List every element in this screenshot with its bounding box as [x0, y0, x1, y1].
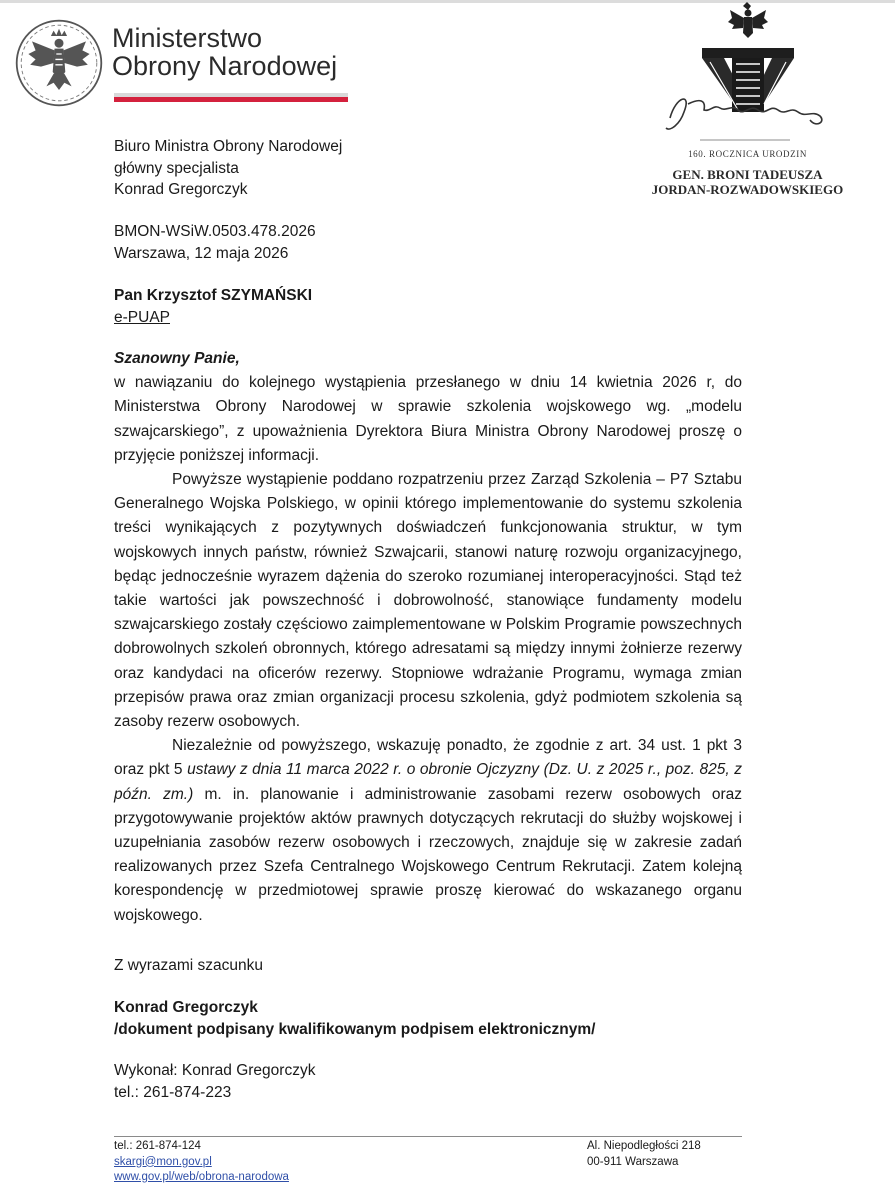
ministry-name-line2: Obrony Narodowej: [112, 51, 338, 81]
paragraph-1: w nawiązaniu do kolejnego wystąpienia przesłanego w dniu 14 kwietnia 2026 r, do Ministerstwa Obrony Narodowej w sprawie szkolenia wojskowego wg. „modelu szwajcarskiego”, z upoważnienia Dyrektora Biura Ministra Obrony Narodowej proszę o przyjęcie poniższej informacji.: [114, 374, 742, 464]
footer-divider: [114, 1136, 742, 1137]
sender-name: Konrad Gregorczyk: [114, 181, 248, 198]
closing-salutation: Z wyrazami szacunku: [114, 957, 264, 974]
anniversary-title-line2: JORDAN-ROZWADOWSKIEGO: [651, 182, 844, 197]
place-date: Warszawa, 12 maja 2026: [114, 244, 289, 262]
greeting: Szanowny Panie,: [114, 350, 240, 367]
footer-contact: [114, 1139, 289, 1186]
paragraph-3-start: Niezależnie od powyższego, wskazuję ponadto, że zgodnie z art. 34 ust. 1 pkt 3 oraz pkt 5: [114, 737, 742, 779]
prepared-by: Wykonał: Konrad Gregorczyk: [114, 1062, 316, 1079]
footer-street: Al. Niepodległości 218: [587, 1140, 701, 1152]
anniversary-emblem: [640, 0, 855, 205]
footer-phone: tel.: 261-874-124: [114, 1140, 201, 1152]
ministry-name: [112, 24, 337, 80]
recipient-block: [114, 285, 312, 328]
anniversary-title-line1: GEN. BRONI TADEUSZA: [672, 167, 823, 182]
prepared-by-block: [114, 1060, 315, 1103]
footer-email-link[interactable]: skargi@mon.gov.pl: [114, 1155, 212, 1168]
paragraph-3-end: m. in. planowanie i administrowanie zasobami rezerw osobowych oraz przygotowywanie projektów aktów prawnych dotyczących rekrutacji do służby wojskowej i uzupełniania zasobów rezerw osobowych i rzeczowych, znajduje się w zakresie zadań realizowanych przez Szefa Centralnego Wojskowego Centrum Rekrutacji. Zatem kolejną korespondencję w przedmiotowej sprawie proszę kierować do wskazanego organu wojskowego.: [114, 785, 742, 924]
footer-postal: 00-911 Warszawa: [587, 1155, 679, 1168]
reference-block: [114, 221, 316, 264]
paragraph-3: [114, 734, 742, 928]
anniversary-caption: 160. ROCZNICA URODZIN: [688, 149, 807, 159]
sender-block: [114, 136, 342, 201]
letter-body: [114, 347, 742, 928]
polish-eagle-emblem-icon: [14, 18, 104, 108]
reference-number: BMON-WSiW.0503.478.2026: [114, 223, 316, 240]
ministry-name-line1: Ministerstwo: [112, 23, 263, 53]
signer-name: Konrad Gregorczyk: [114, 999, 258, 1016]
sender-position: główny specjalista: [114, 159, 239, 177]
rozwadowski-monogram-icon: [640, 0, 855, 150]
ministry-flag-bar: [114, 93, 348, 102]
signature-note: /dokument podpisany kwalifikowanym podpisem elektronicznym/: [114, 1020, 596, 1038]
statute-citation: ustawy z dnia 11 marca 2022 r. o obronie Ojczyzny (Dz. U. z 2025 r., poz. 825, z późn. zm.): [114, 761, 742, 803]
recipient-name: Pan Krzysztof SZYMAŃSKI: [114, 287, 313, 304]
prepared-by-phone: tel.: 261-874-223: [114, 1083, 232, 1101]
footer-address: [587, 1139, 701, 1170]
paragraph-2: Powyższe wystąpienie poddano rozpatrzeniu przez Zarząd Szkolenia – P7 Sztabu Generalnego Wojska Polskiego, w opinii którego implementowanie do systemu szkolenia treści wynikających z pozytywnych doświadczeń funkcjonowania struktur, w tym wojskowych innych państw, również Szwajcarii, stanowi naturę rozwoju organizacyjnego, będąc jednocześnie wyrazem dążenia do szeroko rozumianej interoperacyjności. Stąd też takie wartości jak powszechność i dobrowolność, stanowiące fundamenty modelu szwajcarskiego zostały częściowo zaimplementowane w Polskim Programie powszechnych dobrowolnych szkoleń obronnych, którego adresatami są między innymi żołnierze rezerwy oraz kandydaci na oficerów rezerwy. Stopniowe wdrażanie Programu, wymaga zmian przepisów prawa oraz zmian organizacji procesu szkolenia, gdyż podmiotem szkolenia są zasoby rezerw osobowych.: [114, 471, 742, 731]
signer-block: [114, 997, 595, 1040]
salutation-block: [114, 955, 263, 977]
footer-website-link[interactable]: www.gov.pl/web/obrona-narodowa: [114, 1171, 289, 1183]
recipient-channel: e-PUAP: [114, 308, 170, 326]
sender-office: Biuro Ministra Obrony Narodowej: [114, 138, 343, 155]
